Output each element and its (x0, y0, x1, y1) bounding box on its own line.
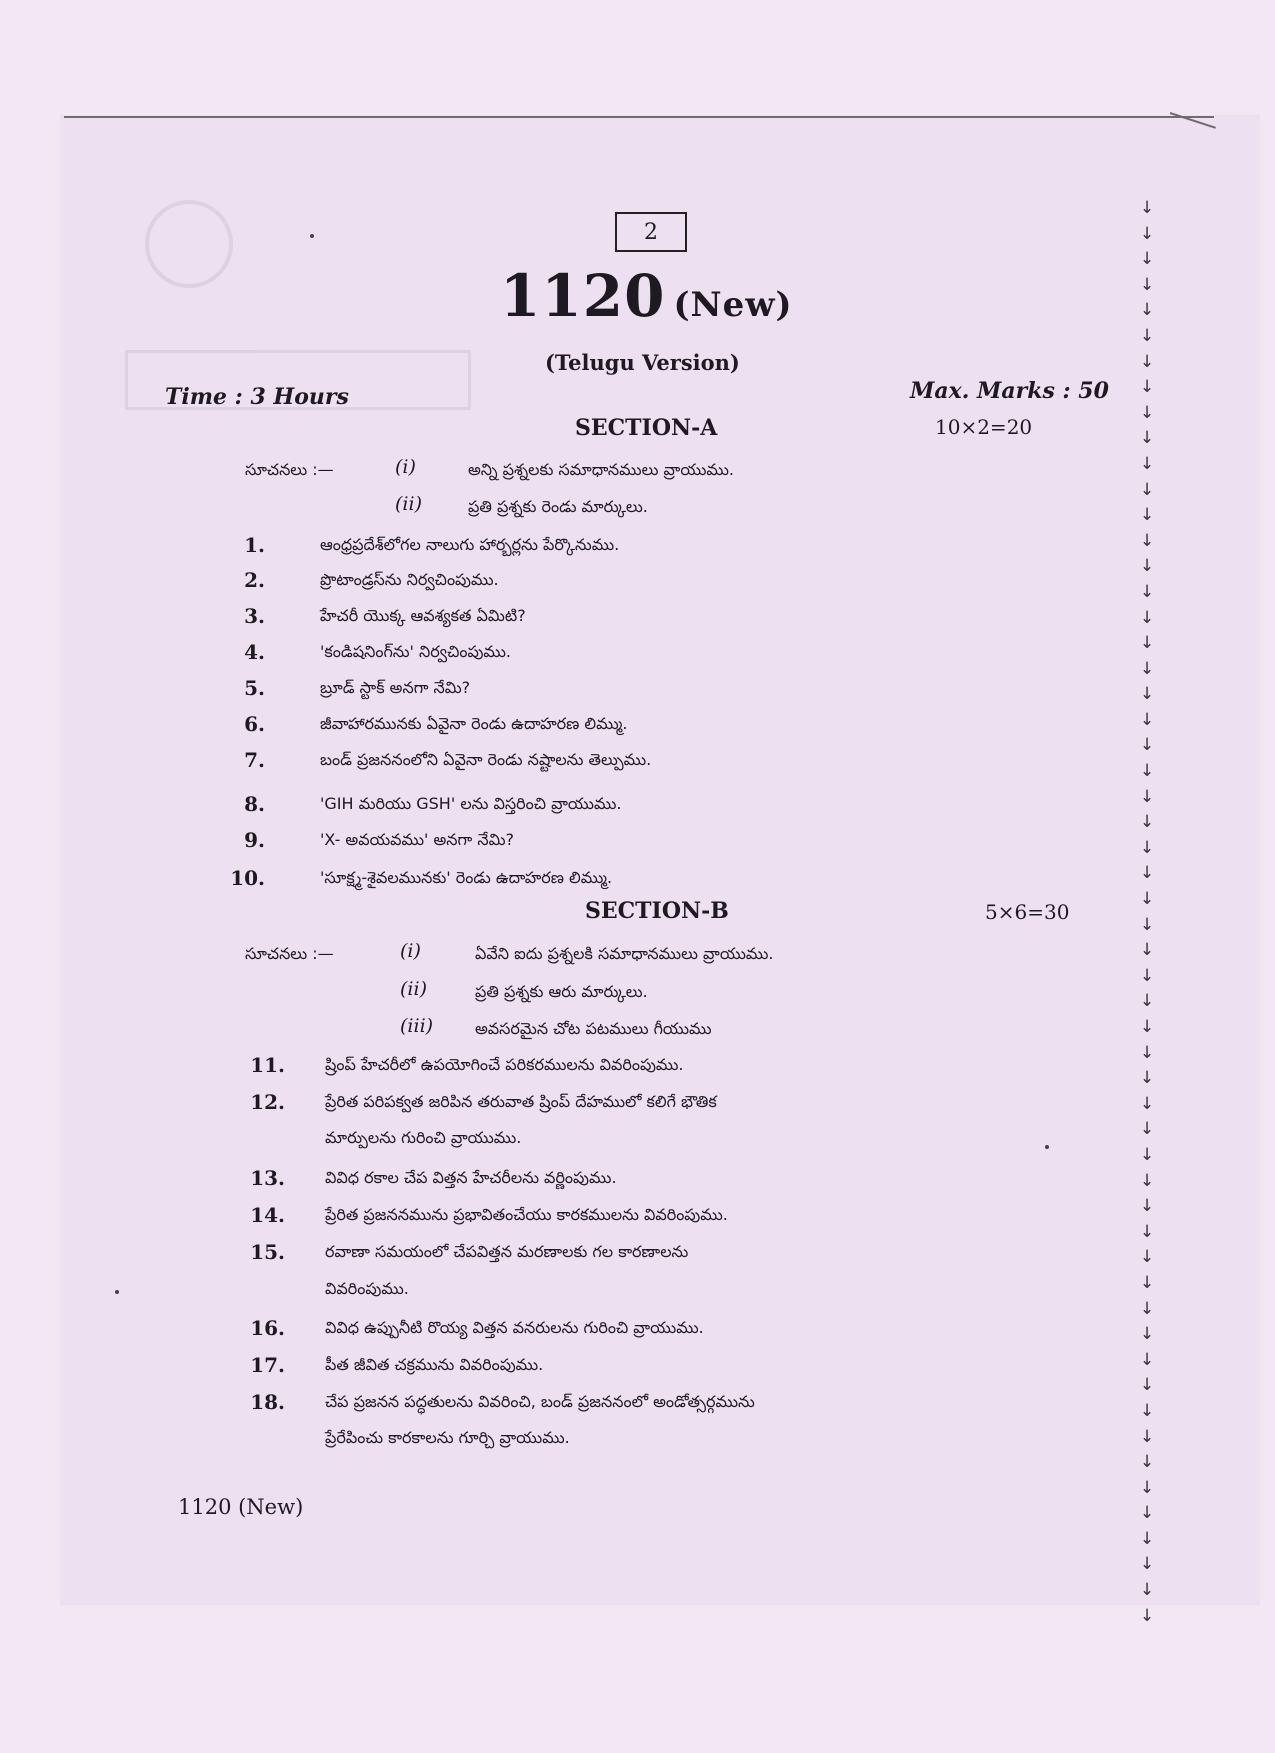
question-text: బ్రూడ్ స్టాక్ అనగా నేమి? (320, 678, 471, 697)
question-text: పీత జీవిత చక్రమును వివరింపుము. (325, 1355, 544, 1374)
down-arrow-icon: ↓ (1139, 377, 1155, 398)
ink-speck (115, 1290, 119, 1294)
question-text-continuation: ప్రేరేపించు కారకాలను గూర్చి వ్రాయుము. (325, 1428, 570, 1447)
down-arrow-icon: ↓ (1139, 300, 1155, 321)
question-text: ప్రేరిత ప్రజననమును ప్రభావితంచేయు కారకములను వివరింపుము. (325, 1205, 728, 1224)
down-arrow-icon: ↓ (1139, 761, 1155, 782)
down-arrow-icon: ↓ (1139, 428, 1155, 449)
down-arrow-icon: ↓ (1139, 633, 1155, 654)
down-arrow-icon: ↓ (1139, 1605, 1155, 1626)
down-arrow-icon: ↓ (1139, 1528, 1155, 1549)
down-arrow-icon: ↓ (1139, 351, 1155, 372)
margin-arrow-column (1130, 196, 1164, 1629)
question-number: 3. (244, 604, 265, 628)
section-a-instruction-roman: (ii) (395, 493, 422, 515)
question-number: 1. (244, 533, 265, 557)
down-arrow-icon: ↓ (1139, 1196, 1155, 1217)
down-arrow-icon: ↓ (1139, 1426, 1155, 1447)
down-arrow-icon: ↓ (1139, 863, 1155, 884)
down-arrow-icon: ↓ (1139, 1170, 1155, 1191)
question-text: బండ్ ప్రజననంలోని ఏవైనా రెండు నష్టాలను తెల్పుము. (320, 750, 652, 769)
question-number: 15. (250, 1240, 285, 1264)
down-arrow-icon: ↓ (1139, 1068, 1155, 1089)
down-arrow-icon: ↓ (1139, 581, 1155, 602)
question-text: వివిధ ఉప్పునీటి రొయ్య విత్తన వనరులను గురించి వ్రాయుము. (325, 1318, 704, 1337)
section-b-instruction: అవసరమైన చోట పటములు గీయుము (475, 1019, 712, 1038)
down-arrow-icon: ↓ (1139, 402, 1155, 423)
question-text-continuation: మార్పులను గురించి వ్రాయుము. (325, 1128, 522, 1147)
question-number: 10. (230, 866, 265, 890)
down-arrow-icon: ↓ (1139, 556, 1155, 577)
down-arrow-icon: ↓ (1139, 1503, 1155, 1524)
section-a-marks: 10×2=20 (935, 415, 1033, 439)
down-arrow-icon: ↓ (1139, 914, 1155, 935)
question-number: 6. (244, 712, 265, 736)
top-rule (64, 116, 1214, 118)
question-text: వివిధ రకాల చేప విత్తన హేచరీలను వర్ణింపుము. (325, 1168, 617, 1187)
question-number: 14. (250, 1203, 285, 1227)
down-arrow-icon: ↓ (1139, 249, 1155, 270)
page-number: 2 (615, 212, 687, 252)
down-arrow-icon: ↓ (1139, 530, 1155, 551)
question-text: 'సూక్ష్మ-శైవలమునకు' రెండు ఉదాహరణ లిమ్ము. (320, 868, 613, 887)
down-arrow-icon: ↓ (1139, 965, 1155, 986)
down-arrow-icon: ↓ (1139, 812, 1155, 833)
down-arrow-icon: ↓ (1139, 658, 1155, 679)
down-arrow-icon: ↓ (1139, 1042, 1155, 1063)
section-b-instruction-roman: (ii) (400, 978, 427, 1000)
question-text: ఆంధ్రప్రదేశ్‌లోగల నాలుగు హార్బర్లను పేర్కొనుము. (320, 535, 620, 554)
section-a-instruction: ప్రతి ప్రశ్నకు రెండు మార్కులు. (468, 497, 648, 516)
down-arrow-icon: ↓ (1139, 1119, 1155, 1140)
section-a-instruction: అన్ని ప్రశ్నలకు సమాధానములు వ్రాయుము. (468, 460, 734, 479)
down-arrow-icon: ↓ (1139, 1144, 1155, 1165)
down-arrow-icon: ↓ (1139, 1580, 1155, 1601)
ink-speck (310, 234, 314, 238)
question-number: 7. (244, 748, 265, 772)
question-number: 13. (250, 1166, 285, 1190)
down-arrow-icon: ↓ (1139, 684, 1155, 705)
exam-paper-sheet (60, 115, 1260, 1605)
down-arrow-icon: ↓ (1139, 1324, 1155, 1345)
down-arrow-icon: ↓ (1139, 837, 1155, 858)
down-arrow-icon: ↓ (1139, 709, 1155, 730)
paper-code (500, 262, 793, 330)
ink-speck (1045, 1145, 1049, 1149)
down-arrow-icon: ↓ (1139, 735, 1155, 756)
down-arrow-icon: ↓ (1139, 274, 1155, 295)
section-b-instruction-roman: (i) (400, 940, 421, 962)
question-text: జీవాహారమునకు ఏవైనా రెండు ఉదాహరణ లిమ్ము. (320, 714, 628, 733)
question-text-continuation: వివరింపుము. (325, 1279, 409, 1298)
down-arrow-icon: ↓ (1139, 198, 1155, 218)
section-a-title: SECTION-A (575, 415, 718, 441)
down-arrow-icon: ↓ (1139, 1554, 1155, 1575)
down-arrow-icon: ↓ (1139, 1400, 1155, 1421)
paper-code-number: 1120 (500, 262, 666, 330)
down-arrow-icon: ↓ (1139, 1221, 1155, 1242)
question-number: 4. (244, 640, 265, 664)
down-arrow-icon: ↓ (1139, 325, 1155, 346)
down-arrow-icon: ↓ (1139, 1375, 1155, 1396)
question-number: 11. (250, 1053, 285, 1077)
down-arrow-icon: ↓ (1139, 1477, 1155, 1498)
section-a-instruction-roman: (i) (395, 456, 416, 478)
down-arrow-icon: ↓ (1139, 1093, 1155, 1114)
question-number: 5. (244, 676, 265, 700)
down-arrow-icon: ↓ (1139, 991, 1155, 1012)
down-arrow-icon: ↓ (1139, 607, 1155, 628)
down-arrow-icon: ↓ (1139, 1298, 1155, 1319)
down-arrow-icon: ↓ (1139, 1452, 1155, 1473)
down-arrow-icon: ↓ (1139, 223, 1155, 244)
question-number: 12. (250, 1090, 285, 1114)
down-arrow-icon: ↓ (1139, 1017, 1155, 1037)
down-arrow-icon: ↓ (1139, 940, 1155, 961)
section-b-instructions-label: సూచనలు :— (245, 944, 334, 963)
max-marks-label: Max. Marks : 50 (910, 378, 1109, 404)
question-text: 'కండిషనింగ్‌ను' నిర్వచింపుము. (320, 642, 511, 661)
footer-paper-code: 1120 (New) (178, 1495, 304, 1519)
question-text: 'GIH మరియు GSH' లను విస్తరించి వ్రాయుము. (320, 794, 622, 813)
question-text: హేచరీ యొక్క ఆవశ్యకత ఏమిటి? (320, 606, 526, 625)
section-b-marks: 5×6=30 (985, 900, 1070, 924)
section-b-instruction: ప్రతి ప్రశ్నకు ఆరు మార్కులు. (475, 982, 648, 1001)
down-arrow-icon: ↓ (1139, 889, 1155, 910)
down-arrow-icon: ↓ (1139, 1272, 1155, 1293)
down-arrow-icon: ↓ (1139, 786, 1155, 807)
down-arrow-icon: ↓ (1139, 1247, 1155, 1268)
down-arrow-icon: ↓ (1139, 1349, 1155, 1370)
section-b-instruction: ఏవేని ఐదు ప్రశ్నలకి సమాధానములు వ్రాయుము. (475, 944, 774, 963)
version-label: (Telugu Version) (545, 350, 740, 375)
section-b-title: SECTION-B (585, 898, 729, 924)
down-arrow-icon: ↓ (1139, 479, 1155, 500)
question-text: రవాణా సమయంలో చేపవిత్తన మరణాలకు గల కారణాలను (325, 1242, 689, 1261)
question-text: ప్రేరిత పరిపక్వత జరిపిన తరువాత ష్రింప్ దేహములో కలిగే భౌతిక (325, 1092, 717, 1111)
question-number: 16. (250, 1316, 285, 1340)
section-a-instructions-label: సూచనలు :— (245, 460, 334, 479)
section-b-instruction-roman: (iii) (400, 1015, 434, 1037)
down-arrow-icon: ↓ (1139, 505, 1155, 526)
question-number: 2. (244, 568, 265, 592)
question-text: 'X- అవయవము' అనగా నేమి? (320, 830, 515, 849)
question-number: 8. (244, 792, 265, 816)
question-text: ప్రొటాండ్రస్‌ను నిర్వచింపుము. (320, 570, 499, 589)
question-number: 18. (250, 1390, 285, 1414)
question-text: ష్రింప్ హేచరీలో ఉపయోగించే పరికరములను వివరింపుము. (325, 1055, 684, 1074)
question-number: 9. (244, 828, 265, 852)
question-number: 17. (250, 1353, 285, 1377)
question-text: చేప ప్రజనన పద్ధతులను వివరించి, బండ్ ప్రజననంలో అండోత్సర్గమును (325, 1392, 755, 1411)
down-arrow-icon: ↓ (1139, 453, 1155, 474)
time-label: Time : 3 Hours (165, 384, 349, 410)
paper-code-suffix: (New) (673, 285, 793, 325)
